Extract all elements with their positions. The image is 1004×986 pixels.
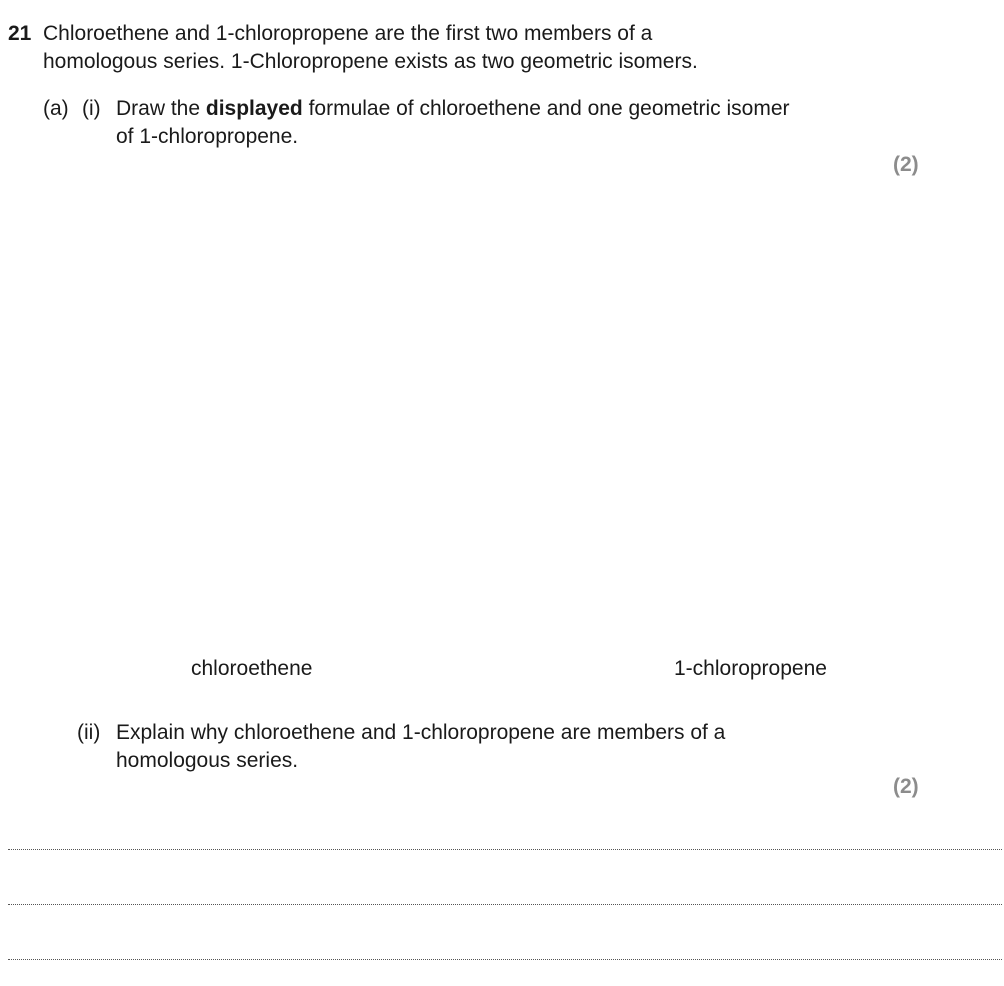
part-ii-line-1: Explain why chloroethene and 1-chloropropene are members of a — [116, 721, 726, 744]
part-i-label: (i) — [82, 97, 101, 120]
question-stem-line-2: homologous series. 1-Chloropropene exists as two geometric isomers. — [43, 50, 698, 73]
part-ii-label: (ii) — [77, 721, 101, 744]
answer-line[interactable] — [8, 959, 1002, 960]
part-ii-marks: (2) — [893, 775, 919, 798]
part-i-line-1 — [116, 95, 876, 123]
part-i-text-after: formulae of chloroethene and one geometric isomer — [302, 97, 790, 120]
part-i-text-before: Draw the — [116, 97, 206, 120]
part-i-question — [116, 95, 876, 151]
drawing-answer-area[interactable] — [40, 190, 970, 640]
part-i-bold-word: displayed — [205, 97, 303, 120]
part-ii-line-2: homologous series. — [116, 749, 299, 772]
question-stem-line-1: Chloroethene and 1-chloropropene are the first two members of a — [43, 22, 653, 45]
answer-line[interactable] — [8, 849, 1002, 850]
question-stem — [43, 20, 803, 76]
part-ii-question — [116, 719, 876, 775]
part-a-label: (a) — [43, 97, 69, 120]
answer-line[interactable] — [8, 904, 1002, 905]
chloroethene-label: chloroethene — [191, 657, 313, 680]
chloropropene-label: 1-chloropropene — [674, 657, 827, 680]
part-i-line-2: of 1-chloropropene. — [116, 125, 299, 148]
part-i-marks: (2) — [893, 153, 919, 176]
question-number: 21 — [8, 22, 32, 45]
